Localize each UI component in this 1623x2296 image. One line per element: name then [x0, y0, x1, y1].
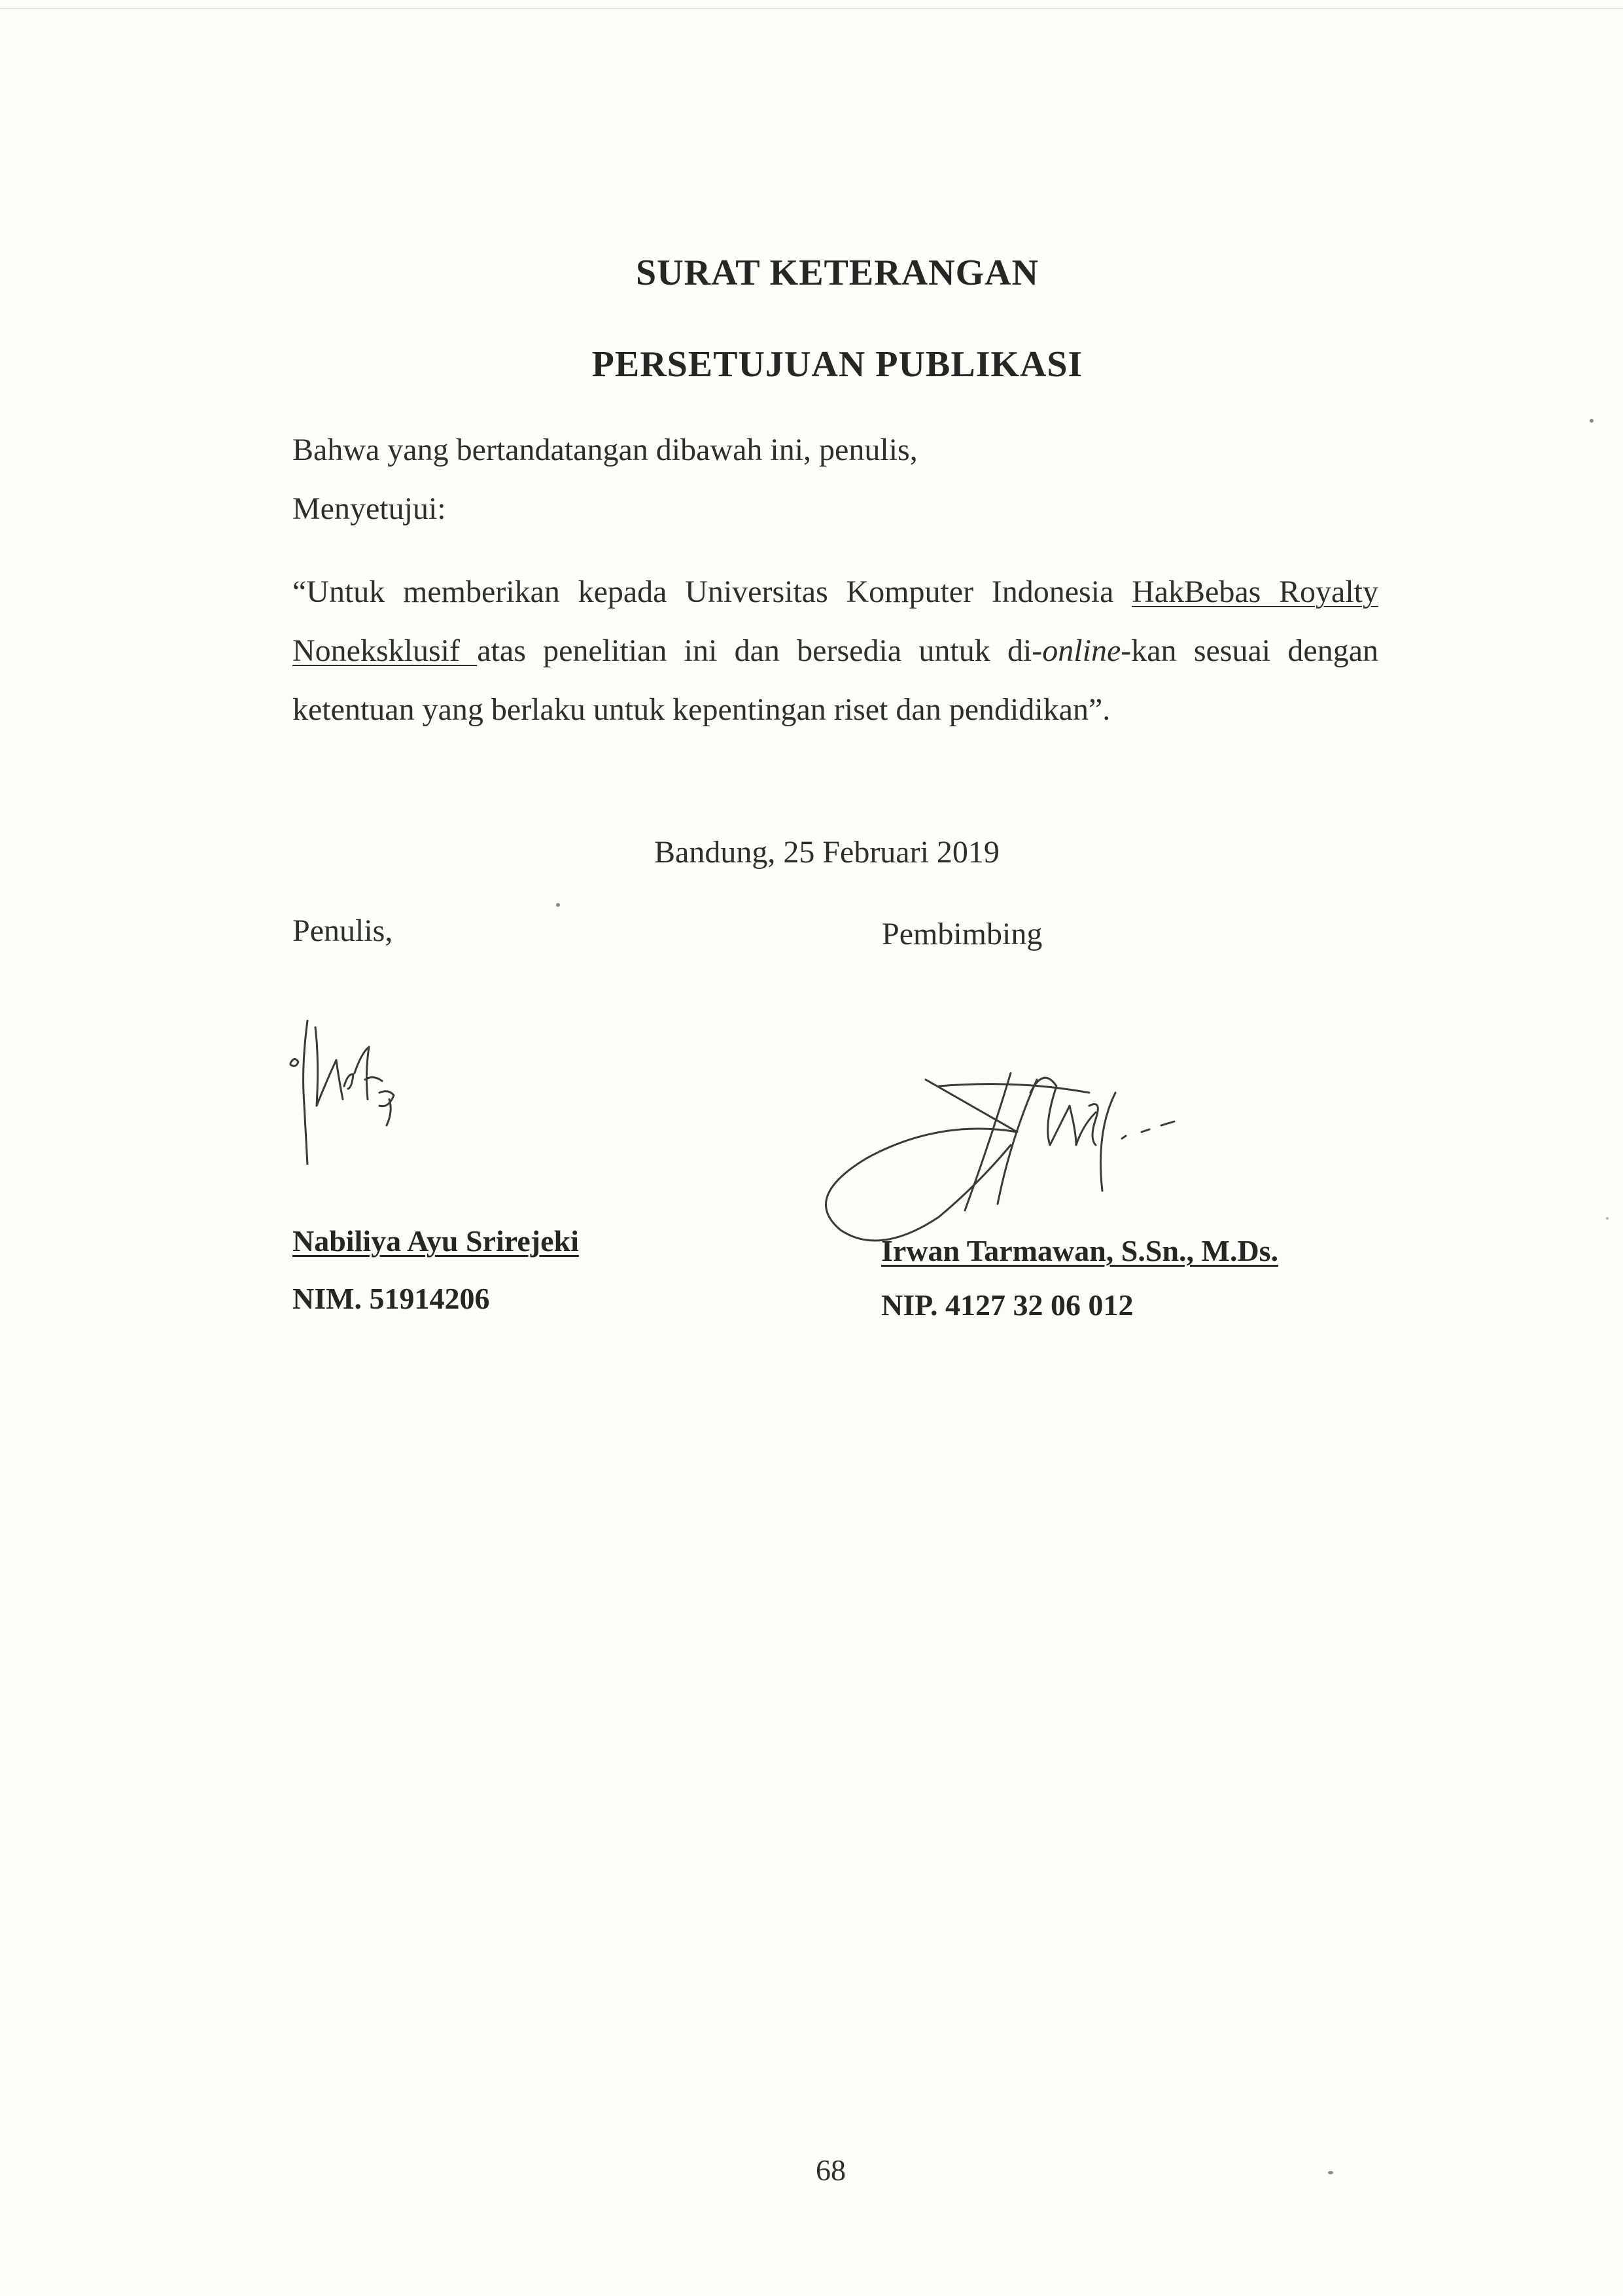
statement-underlined-term: HakBebas Royalty Noneksklusif [292, 574, 1379, 668]
author-student-id: NIM. 51914206 [292, 1282, 490, 1315]
page-number: 68 [816, 2153, 846, 2187]
author-name: Nabiliya Ayu Srirejeki [292, 1224, 579, 1258]
document-subtitle: PERSETUJUAN PUBLIKASI [591, 344, 1083, 385]
statement-text: “Untuk memberikan kepada Universitas Komputer Indonesia [292, 574, 1132, 609]
scan-edge-line [0, 8, 1623, 9]
supervisor-role: Pembimbing [882, 917, 1043, 951]
author-signature [281, 1001, 432, 1165]
scan-speck [1328, 2171, 1333, 2174]
scan-speck [556, 903, 560, 907]
statement-text: atas penelitian ini dan bersedia untuk di- [477, 633, 1043, 668]
supervisor-name: Irwan Tarmawan, S.Sn., M.Ds. [881, 1234, 1279, 1267]
scan-speck [1590, 419, 1594, 423]
intro-line: Bahwa yang bertandatangan dibawah ini, penulis, [292, 433, 918, 467]
supervisor-employee-id: NIP. 4127 32 06 012 [881, 1288, 1134, 1322]
document-title: SURAT KETERANGAN [635, 253, 1039, 293]
place-and-date: Bandung, 25 Februari 2019 [654, 835, 1000, 870]
author-role: Penulis, [292, 913, 393, 948]
supervisor-signature [814, 1060, 1207, 1263]
agreement-label: Menyetujui: [292, 491, 446, 526]
scan-speck [1606, 1217, 1609, 1220]
statement-paragraph [292, 563, 1378, 739]
statement-italic-term: online [1042, 633, 1121, 668]
statement-text: -kan sesuai dengan ketentuan yang berlaku untuk kepentingan riset dan pendidikan”. [292, 633, 1378, 727]
